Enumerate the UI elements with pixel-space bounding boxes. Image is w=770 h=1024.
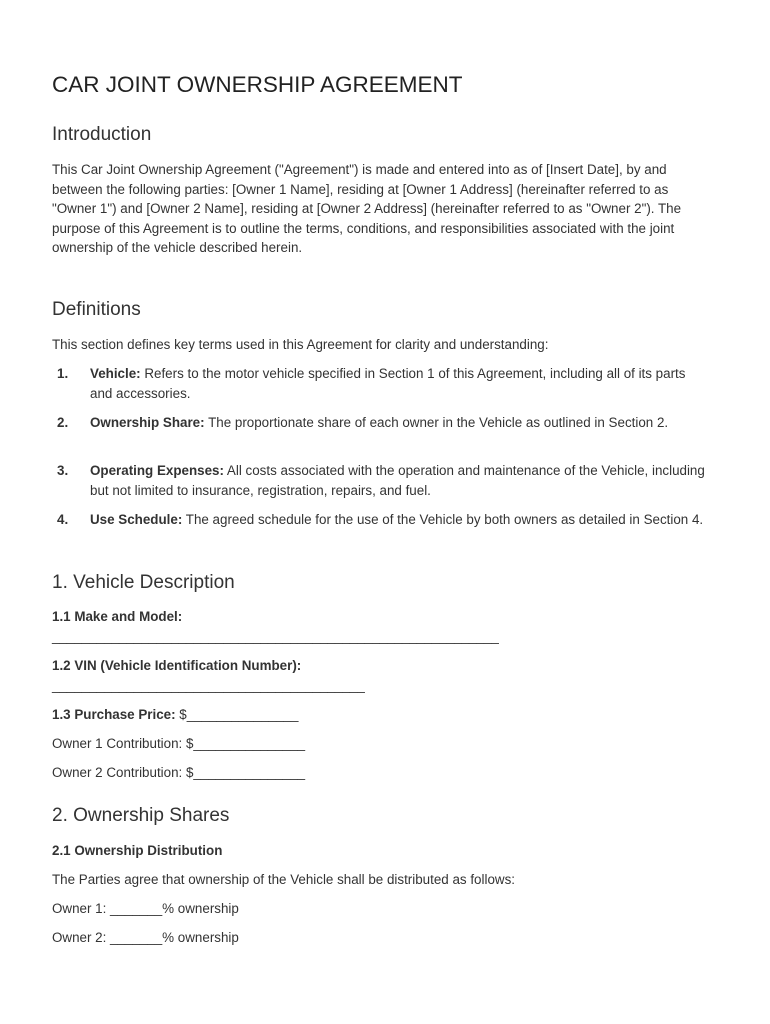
vin-label: 1.2 VIN (Vehicle Identification Number): — [52, 658, 302, 673]
definition-number: 2. — [57, 414, 69, 430]
definition-text: The agreed schedule for the use of the Vehicle by both owners as detailed in Section 4. — [182, 511, 704, 527]
introduction-heading: Introduction — [52, 124, 152, 145]
document-title: CAR JOINT OWNERSHIP AGREEMENT — [52, 72, 463, 97]
definition-number: 4. — [57, 511, 69, 527]
definition-text: Refers to the motor vehicle specified in Section 1 of this Agreement, including all of its parts and accessories. — [90, 366, 686, 401]
definition-term: Use Schedule: — [90, 511, 183, 527]
owner1-contribution: Owner 1 Contribution: $_______________ — [52, 736, 306, 751]
purchase-price-line — [52, 705, 298, 725]
definitions-intro: This section defines key terms used in this Agreement for clarity and understanding: — [52, 337, 549, 352]
vin-blank: __________________________________________ — [52, 678, 365, 693]
owner2-contribution: Owner 2 Contribution: $_______________ — [52, 765, 306, 780]
definition-term: Ownership Share: — [90, 414, 205, 430]
definition-term: Vehicle: — [90, 366, 141, 381]
make-model-blank: ____________________________________________________________ — [52, 629, 499, 644]
purchase-price-blank: $_______________ — [175, 707, 299, 722]
ownership-distribution-text: The Parties agree that ownership of the Vehicle shall be distributed as follows: — [52, 872, 515, 887]
owner1-ownership-line: Owner 1: _______% ownership — [52, 901, 239, 916]
ownership-shares-heading: 2. Ownership Shares — [52, 805, 230, 826]
vehicle-description-heading: 1. Vehicle Description — [52, 572, 235, 593]
definition-number: 1. — [57, 366, 69, 381]
purchase-price-label: 1.3 Purchase Price: — [52, 707, 176, 722]
introduction-text: This Car Joint Ownership Agreement ("Agreement") is made and entered into as of [Insert Date], by and between the following parties: [Owner 1 Name], residing at [Owner 1 Address] (hereinafter referred to as "Owner 1") and [Owner 2 Name], residing at [Owner 2 Address] (hereinafter referred to as "Owner 2"). The purpose of this Agreement is to outline the terms, conditions, and responsibilities associated with the joint ownership of the vehicle described herein. — [52, 162, 682, 255]
definition-term: Operating Expenses: — [90, 463, 224, 478]
definition-text: The proportionate share of each owner in the Vehicle as outlined in Section 2. — [204, 414, 669, 430]
definition-number: 3. — [57, 463, 69, 478]
make-model-label: 1.1 Make and Model: — [52, 609, 183, 624]
ownership-distribution-label: 2.1 Ownership Distribution — [52, 843, 223, 858]
owner2-ownership-line: Owner 2: _______% ownership — [52, 930, 239, 945]
definition-text: All costs associated with the operation and maintenance of the Vehicle, including but not limited to insurance, registration, repairs, and fuel. — [90, 463, 705, 498]
definitions-heading: Definitions — [52, 299, 141, 320]
